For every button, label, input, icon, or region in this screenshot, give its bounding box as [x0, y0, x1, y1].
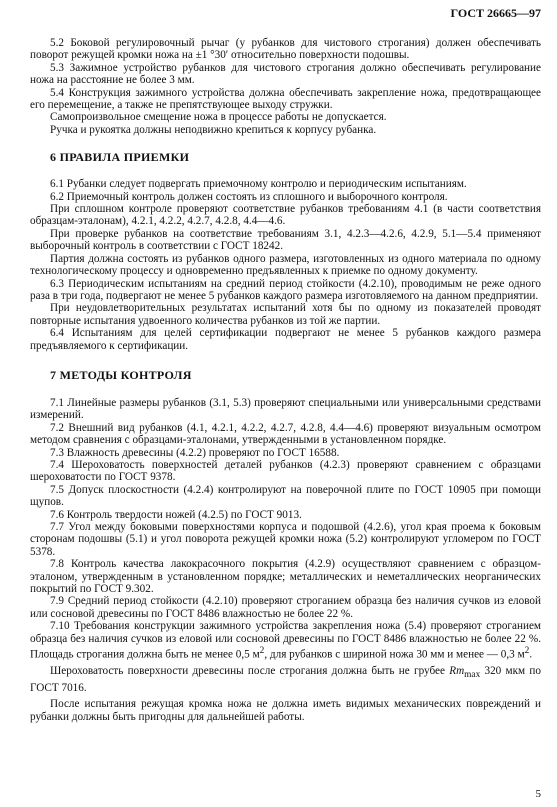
page-number: 5 — [535, 788, 541, 800]
paragraph-6-2-d: Партия должна состоять из рубанков одного размера, изготовленных из одного материала по одному технологическому процессу и одновременно предъявленных к приемке по одному документу. — [30, 252, 541, 278]
paragraph-6-2-b: При сплошном контроле проверяют соответствие рубанков требованиям 4.1 (в части соответствия образцам-эталонам), 4.2.1, 4.2.2, 4.2.7, 4.2.8, 4.4—4.6. — [30, 203, 541, 228]
section-7-title: 7 МЕТОДЫ КОНТРОЛЯ — [50, 367, 192, 382]
document-body — [30, 37, 541, 723]
superscript-2: 2 — [524, 646, 530, 657]
paragraph-5-4-c: Ручка и рукоятка должны неподвижно крепиться к корпусу рубанка. — [50, 123, 377, 136]
paragraph-7-9: 7.9 Средний период стойкости (4.2.10) проверяют строганием образца без наличия сучков из еловой или сосновой древесины по ГОСТ 8486 влажностью не более 22 %. — [30, 595, 541, 620]
paragraph-7-8: 7.8 Контроль качества лакокрасочного покрытия (4.2.9) осуществляют сравнением с образцом-эталоном, утвержденным в установленном порядке; металлических и неметаллических неорганических покрытий по ГОСТ 9.302. — [30, 558, 541, 596]
paragraph-7-6: 7.6 Контроль твердости ножей (4.2.5) по ГОСТ 9013. — [50, 508, 302, 521]
roughness-text-a: Шероховатость поверхности древесины после строгания должна быть не грубее — [50, 665, 450, 678]
roughness-subscript: max — [464, 670, 481, 681]
paragraph-6-3: 6.3 Периодическим испытаниям на средний период стойкости (4.2.10), проводимым не реже одного раза в три года, подвергают не менее 5 рубанков каждого размера изготовляемого на данном предприятии. — [30, 277, 541, 302]
paragraph-7-3: 7.3 Влажность древесины (4.2.2) проверяют по ГОСТ 16588. — [50, 446, 340, 459]
paragraph-5-3: 5.3 Зажимное устройство рубанков для чистового строгания должно обеспечивать регулирование ножа на расстояние не более 3 мм. — [30, 61, 541, 87]
superscript-2: 2 — [259, 646, 265, 657]
paragraph-7-2: 7.2 Внешний вид рубанков (4.1, 4.2.1, 4.2.2, 4.2.7, 4.2.8, 4.4—4.6) проверяют визуальным осмотром методом сравнения с образцами-эталонами, утвержденными в установленном порядке. — [30, 421, 541, 447]
paragraph-7-4: 7.4 Шероховатость поверхностей деталей рубанков (4.2.3) проверяют сравнением с образцами шероховатости по ГОСТ 9378. — [30, 458, 541, 484]
paragraph-5-4-b: Самопроизвольное смещение ножа в процессе работы не допускается. — [50, 111, 387, 124]
paragraph-6-4: 6.4 Испытаниям для целей сертификации подвергают не менее 5 рубанков каждого размера предъявляемого к сертификации. — [30, 327, 541, 352]
paragraph-6-2-c: При проверке рубанков на соответствие требованиям 3.1, 4.2.3—4.2.6, 4.2.9, 5.1—5.4 применяют выборочный контроль в соответствии с ГОСТ 18242. — [30, 227, 541, 253]
paragraph-6-3-b: При неудовлетворительных результатах испытаний хотя бы по одному из показателей проводят повторные испытания удвоенного количества рубанков из той же партии. — [30, 302, 541, 327]
paragraph-5-4: 5.4 Конструкция зажимного устройства должна обеспечивать закрепление ножа, предотвращающее его перемещение, а также не препятствующее выходу стружки. — [30, 86, 541, 112]
section-6-title: 6 ПРАВИЛА ПРИЕМКИ — [50, 150, 190, 165]
paragraph-7-10-part-b: , для рубанков с шириной ножа 30 мм и менее — 0,3 м — [264, 648, 525, 661]
paragraph-7-10-part-a: 7.10 Требования конструкции зажимного устройства закрепления ножа (5.4) проверяют строганием образца без наличия сучков из еловой или сосновой древесины по ГОСТ 8486 влажностью не более 22 %. Площадь строгания должна быть не менее 0,5 м — [30, 620, 541, 661]
paragraph-7-7: 7.7 Угол между боковыми поверхностями корпуса и подошвой (4.2.6), угол края проема к боковым сторонам подошвы (5.1) и угол поворота режущей кромки ножа (5.2) контролируют угломером по ГОСТ 5378. — [30, 521, 541, 558]
paragraph-7-5: 7.5 Допуск плоскостности (4.2.4) контролируют на поверочной плите по ГОСТ 10905 при помощи щупов. — [30, 483, 541, 509]
paragraph-6-1: 6.1 Рубанки следует подвергать приемочному контролю и периодическим испытаниям. — [50, 178, 467, 191]
paragraph-final: После испытания режущая кромка ножа не должна иметь видимых механических повреждений и рубанки должны быть пригодны для дальнейшей работы. — [30, 698, 541, 723]
paragraph-7-1: 7.1 Линейные размеры рубанков (3.1, 5.3) проверяют специальными или универсальными средствами измерений. — [30, 396, 541, 422]
paragraph-5-2: 5.2 Боковой регулировочный рычаг (у рубанков для чистового строгания) должен обеспечивать поворот режущей кромки ножа на ±1 °30′ относительно поверхности подошвы. — [30, 37, 541, 62]
paragraph-roughness — [30, 665, 541, 694]
document-id: ГОСТ 26665—97 — [450, 6, 541, 20]
roughness-symbol: Rm — [449, 665, 465, 678]
roughness-text-b: 320 мкм по ГОСТ 7016. — [30, 665, 541, 694]
paragraph-7-10-part-c: . — [529, 648, 533, 661]
paragraph-6-2: 6.2 Приемочный контроль должен состоять из сплошного и выборочного контроля. — [50, 190, 448, 203]
paragraph-7-10 — [30, 620, 541, 661]
